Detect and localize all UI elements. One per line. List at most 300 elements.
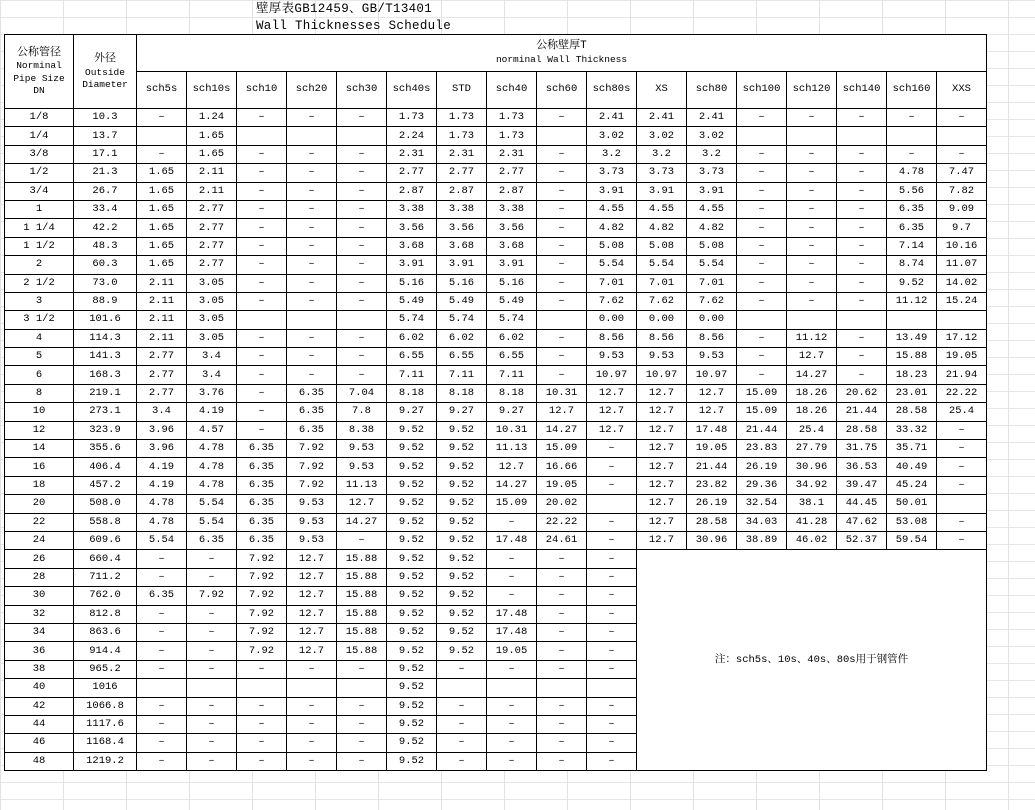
cell-thickness-sch100: 29.36 bbox=[737, 476, 787, 494]
cell-thickness-sch5s: 2.77 bbox=[137, 348, 187, 366]
cell-thickness-xs: 4.82 bbox=[637, 219, 687, 237]
cell-thickness-sch140: – bbox=[837, 329, 887, 347]
cell-outside-diameter: 26.7 bbox=[74, 182, 137, 200]
cell-thickness-sch40s: 9.52 bbox=[387, 421, 437, 439]
cell-thickness-sch40s: 1.73 bbox=[387, 109, 437, 127]
cell-thickness-sch5s: 4.19 bbox=[137, 476, 187, 494]
cell-thickness-sch160: 59.54 bbox=[887, 531, 937, 549]
cell-thickness-sch40s: 2.24 bbox=[387, 127, 437, 145]
cell-thickness-sch5s: – bbox=[137, 642, 187, 660]
cell-thickness-sch120: 18.26 bbox=[787, 403, 837, 421]
cell-thickness-sch5s: 1.65 bbox=[137, 237, 187, 255]
cell-thickness-sch20: – bbox=[287, 715, 337, 733]
cell-thickness-xxs bbox=[937, 495, 987, 513]
table-row bbox=[5, 311, 987, 329]
od-label-cn: 外径 bbox=[94, 52, 116, 65]
cell-thickness-sch60: 10.31 bbox=[537, 384, 587, 402]
cell-thickness-sch80s: – bbox=[587, 642, 637, 660]
cell-thickness-sch80: 5.54 bbox=[687, 256, 737, 274]
cell-thickness-sch40s: 9.52 bbox=[387, 623, 437, 641]
cell-thickness-std: 1.73 bbox=[437, 109, 487, 127]
cell-thickness-sch10s: 3.05 bbox=[187, 329, 237, 347]
cell-thickness-sch30: – bbox=[337, 256, 387, 274]
cell-thickness-std: 3.91 bbox=[437, 256, 487, 274]
cell-thickness-sch30 bbox=[337, 127, 387, 145]
cell-thickness-sch10: – bbox=[237, 403, 287, 421]
dn-label-en-3: DN bbox=[33, 85, 45, 97]
cell-thickness-sch120: 41.28 bbox=[787, 513, 837, 531]
cell-thickness-std: 9.52 bbox=[437, 587, 487, 605]
cell-thickness-sch40: 2.31 bbox=[487, 145, 537, 163]
cell-thickness-sch100: – bbox=[737, 256, 787, 274]
cell-thickness-sch60: 15.09 bbox=[537, 440, 587, 458]
cell-thickness-sch80s: – bbox=[587, 476, 637, 494]
table-row bbox=[5, 200, 987, 218]
cell-thickness-sch10: – bbox=[237, 109, 287, 127]
cell-thickness-sch5s: 3.4 bbox=[137, 403, 187, 421]
cell-thickness-std: 2.31 bbox=[437, 145, 487, 163]
cell-thickness-sch80s: 0.00 bbox=[587, 311, 637, 329]
schedule-header-row bbox=[5, 72, 987, 109]
cell-thickness-sch40s: 9.52 bbox=[387, 715, 437, 733]
cell-thickness-xs: 3.91 bbox=[637, 182, 687, 200]
table-body bbox=[5, 109, 987, 771]
column-header-nominal-wall-thickness-group bbox=[137, 35, 987, 72]
cell-thickness-sch140: – bbox=[837, 274, 887, 292]
table-row bbox=[5, 384, 987, 402]
table-row bbox=[5, 256, 987, 274]
cell-thickness-sch20: – bbox=[287, 292, 337, 310]
cell-thickness-sch160: 7.14 bbox=[887, 237, 937, 255]
cell-thickness-sch60 bbox=[537, 679, 587, 697]
cell-thickness-sch120: 12.7 bbox=[787, 348, 837, 366]
cell-thickness-sch160: 45.24 bbox=[887, 476, 937, 494]
cell-thickness-sch80: 17.48 bbox=[687, 421, 737, 439]
cell-thickness-sch20 bbox=[287, 127, 337, 145]
cell-thickness-sch20: – bbox=[287, 256, 337, 274]
cell-thickness-sch100 bbox=[737, 127, 787, 145]
cell-thickness-sch80: 30.96 bbox=[687, 531, 737, 549]
cell-nominal-pipe-size: 1 bbox=[5, 200, 74, 218]
cell-thickness-std: – bbox=[437, 660, 487, 678]
cell-thickness-xxs: 9.7 bbox=[937, 219, 987, 237]
cell-thickness-sch160: 40.49 bbox=[887, 458, 937, 476]
cell-thickness-xxs: – bbox=[937, 421, 987, 439]
cell-thickness-std: – bbox=[437, 715, 487, 733]
cell-thickness-sch40s: 3.68 bbox=[387, 237, 437, 255]
cell-thickness-sch40: 17.48 bbox=[487, 623, 537, 641]
cell-thickness-sch30: 15.88 bbox=[337, 568, 387, 586]
cell-thickness-std: 6.02 bbox=[437, 329, 487, 347]
table-row bbox=[5, 495, 987, 513]
cell-nominal-pipe-size: 18 bbox=[5, 476, 74, 494]
cell-thickness-sch80: 7.62 bbox=[687, 292, 737, 310]
cell-thickness-sch160: 18.23 bbox=[887, 366, 937, 384]
dn-label-en-1: Norminal bbox=[16, 60, 62, 72]
cell-outside-diameter: 168.3 bbox=[74, 366, 137, 384]
cell-thickness-sch40: – bbox=[487, 752, 537, 770]
table-row bbox=[5, 182, 987, 200]
table-row bbox=[5, 127, 987, 145]
cell-thickness-sch80: 21.44 bbox=[687, 458, 737, 476]
cell-outside-diameter: 1219.2 bbox=[74, 752, 137, 770]
cell-thickness-std: 9.52 bbox=[437, 568, 487, 586]
cell-thickness-sch120: 46.02 bbox=[787, 531, 837, 549]
cell-thickness-sch40s: 9.52 bbox=[387, 495, 437, 513]
cell-thickness-xs: 0.00 bbox=[637, 311, 687, 329]
column-header-sch10: sch10 bbox=[237, 72, 287, 109]
cell-nominal-pipe-size: 38 bbox=[5, 660, 74, 678]
cell-thickness-sch5s: 2.11 bbox=[137, 329, 187, 347]
cell-thickness-xxs: 19.05 bbox=[937, 348, 987, 366]
cell-thickness-sch5s: 3.96 bbox=[137, 421, 187, 439]
cell-thickness-sch20: – bbox=[287, 200, 337, 218]
cell-thickness-sch60: 16.66 bbox=[537, 458, 587, 476]
cell-thickness-sch140 bbox=[837, 311, 887, 329]
cell-thickness-sch10s: 4.19 bbox=[187, 403, 237, 421]
cell-thickness-sch40s: 9.52 bbox=[387, 531, 437, 549]
cell-outside-diameter: 10.3 bbox=[74, 109, 137, 127]
cell-thickness-sch140: 28.58 bbox=[837, 421, 887, 439]
cell-thickness-sch40: – bbox=[487, 587, 537, 605]
footnote-cell bbox=[637, 550, 987, 771]
cell-thickness-sch120 bbox=[787, 311, 837, 329]
cell-thickness-sch40s: 9.52 bbox=[387, 697, 437, 715]
cell-thickness-sch80: 3.02 bbox=[687, 127, 737, 145]
cell-thickness-sch160: 53.08 bbox=[887, 513, 937, 531]
cell-thickness-std: 6.55 bbox=[437, 348, 487, 366]
cell-thickness-sch30: – bbox=[337, 164, 387, 182]
cell-thickness-xxs: – bbox=[937, 440, 987, 458]
table-row bbox=[5, 531, 987, 549]
cell-thickness-sch100: 21.44 bbox=[737, 421, 787, 439]
cell-thickness-sch5s: – bbox=[137, 734, 187, 752]
cell-thickness-sch5s: 2.77 bbox=[137, 384, 187, 402]
cell-thickness-sch10: – bbox=[237, 292, 287, 310]
cell-thickness-xs: 7.01 bbox=[637, 274, 687, 292]
cell-thickness-sch60: 12.7 bbox=[537, 403, 587, 421]
cell-thickness-xxs: 7.82 bbox=[937, 182, 987, 200]
cell-thickness-sch10: 6.35 bbox=[237, 495, 287, 513]
cell-thickness-sch80: 0.00 bbox=[687, 311, 737, 329]
cell-thickness-sch30: – bbox=[337, 145, 387, 163]
cell-nominal-pipe-size: 3/4 bbox=[5, 182, 74, 200]
cell-thickness-sch5s: – bbox=[137, 752, 187, 770]
cell-thickness-sch10s: 1.65 bbox=[187, 145, 237, 163]
cell-nominal-pipe-size: 34 bbox=[5, 623, 74, 641]
cell-thickness-sch5s: 2.11 bbox=[137, 274, 187, 292]
cell-thickness-sch40s: 3.91 bbox=[387, 256, 437, 274]
cell-thickness-sch140: – bbox=[837, 200, 887, 218]
cell-thickness-sch10s: – bbox=[187, 605, 237, 623]
cell-thickness-sch10s: 6.35 bbox=[187, 531, 237, 549]
cell-thickness-sch5s: – bbox=[137, 109, 187, 127]
cell-thickness-sch10s: – bbox=[187, 642, 237, 660]
cell-thickness-sch140 bbox=[837, 127, 887, 145]
cell-thickness-sch20: 12.7 bbox=[287, 623, 337, 641]
cell-thickness-sch20: – bbox=[287, 348, 337, 366]
cell-thickness-sch60 bbox=[537, 311, 587, 329]
cell-thickness-sch80s: – bbox=[587, 440, 637, 458]
cell-thickness-xs: 12.7 bbox=[637, 458, 687, 476]
cell-thickness-sch30: 15.88 bbox=[337, 587, 387, 605]
cell-thickness-sch40: 3.68 bbox=[487, 237, 537, 255]
cell-thickness-sch30: – bbox=[337, 348, 387, 366]
cell-thickness-sch100: 23.83 bbox=[737, 440, 787, 458]
cell-thickness-sch5s: 1.65 bbox=[137, 256, 187, 274]
dn-label-en-2: Pipe Size bbox=[13, 72, 65, 84]
cell-thickness-sch120: – bbox=[787, 182, 837, 200]
cell-outside-diameter: 48.3 bbox=[74, 237, 137, 255]
column-header-xxs: XXS bbox=[937, 72, 987, 109]
cell-thickness-sch30: 9.53 bbox=[337, 440, 387, 458]
cell-thickness-sch40: 11.13 bbox=[487, 440, 537, 458]
cell-thickness-sch60: – bbox=[537, 237, 587, 255]
cell-thickness-sch20: 12.7 bbox=[287, 568, 337, 586]
cell-thickness-sch40: 14.27 bbox=[487, 476, 537, 494]
cell-thickness-sch10: – bbox=[237, 237, 287, 255]
cell-outside-diameter: 323.9 bbox=[74, 421, 137, 439]
cell-thickness-std: 3.68 bbox=[437, 237, 487, 255]
cell-nominal-pipe-size: 32 bbox=[5, 605, 74, 623]
cell-thickness-sch10: – bbox=[237, 660, 287, 678]
cell-thickness-sch10s: 3.4 bbox=[187, 366, 237, 384]
cell-thickness-xs: 12.7 bbox=[637, 495, 687, 513]
cell-thickness-sch80s: 9.53 bbox=[587, 348, 637, 366]
cell-thickness-sch10s: 2.11 bbox=[187, 164, 237, 182]
cell-thickness-sch10s: 2.77 bbox=[187, 237, 237, 255]
cell-nominal-pipe-size: 12 bbox=[5, 421, 74, 439]
cell-thickness-sch100: – bbox=[737, 164, 787, 182]
cell-nominal-pipe-size: 1/2 bbox=[5, 164, 74, 182]
cell-thickness-sch40: – bbox=[487, 513, 537, 531]
cell-thickness-sch10: 6.35 bbox=[237, 476, 287, 494]
cell-thickness-std: 9.52 bbox=[437, 440, 487, 458]
cell-thickness-sch40s: 6.55 bbox=[387, 348, 437, 366]
cell-thickness-xxs: – bbox=[937, 513, 987, 531]
cell-thickness-xxs: – bbox=[937, 109, 987, 127]
cell-thickness-sch5s: – bbox=[137, 605, 187, 623]
od-label-en-1: Outside bbox=[85, 66, 125, 78]
cell-outside-diameter: 406.4 bbox=[74, 458, 137, 476]
cell-thickness-sch20: 12.7 bbox=[287, 642, 337, 660]
cell-thickness-sch80: 2.41 bbox=[687, 109, 737, 127]
cell-thickness-sch10: – bbox=[237, 752, 287, 770]
cell-thickness-sch40s: 2.77 bbox=[387, 164, 437, 182]
table-row bbox=[5, 164, 987, 182]
cell-thickness-sch140: 44.45 bbox=[837, 495, 887, 513]
cell-outside-diameter: 17.1 bbox=[74, 145, 137, 163]
cell-thickness-sch40s: 8.18 bbox=[387, 384, 437, 402]
cell-thickness-sch10s bbox=[187, 679, 237, 697]
cell-thickness-sch20 bbox=[287, 311, 337, 329]
cell-thickness-sch160: 15.88 bbox=[887, 348, 937, 366]
cell-thickness-sch5s: – bbox=[137, 550, 187, 568]
cell-thickness-std: 5.16 bbox=[437, 274, 487, 292]
cell-thickness-sch160: 6.35 bbox=[887, 219, 937, 237]
cell-outside-diameter: 914.4 bbox=[74, 642, 137, 660]
cell-thickness-sch100: – bbox=[737, 292, 787, 310]
cell-thickness-std: 9.52 bbox=[437, 458, 487, 476]
cell-thickness-sch40s: 9.52 bbox=[387, 550, 437, 568]
cell-thickness-sch140: 39.47 bbox=[837, 476, 887, 494]
cell-outside-diameter: 13.7 bbox=[74, 127, 137, 145]
cell-thickness-sch30: – bbox=[337, 237, 387, 255]
cell-thickness-sch80s: 5.08 bbox=[587, 237, 637, 255]
cell-thickness-sch40: 9.27 bbox=[487, 403, 537, 421]
cell-thickness-sch30: – bbox=[337, 182, 387, 200]
cell-thickness-sch80: 7.01 bbox=[687, 274, 737, 292]
cell-nominal-pipe-size: 6 bbox=[5, 366, 74, 384]
cell-thickness-sch160: 9.52 bbox=[887, 274, 937, 292]
cell-thickness-sch120: – bbox=[787, 109, 837, 127]
cell-thickness-sch80s: – bbox=[587, 697, 637, 715]
cell-thickness-sch40s: 9.52 bbox=[387, 587, 437, 605]
cell-thickness-sch20: – bbox=[287, 697, 337, 715]
cell-thickness-sch60: – bbox=[537, 219, 587, 237]
cell-thickness-sch120: – bbox=[787, 219, 837, 237]
cell-thickness-sch10: – bbox=[237, 715, 287, 733]
cell-outside-diameter: 1066.8 bbox=[74, 697, 137, 715]
cell-thickness-sch10s: – bbox=[187, 568, 237, 586]
cell-thickness-sch100: – bbox=[737, 219, 787, 237]
cell-thickness-sch30: – bbox=[337, 531, 387, 549]
cell-nominal-pipe-size: 26 bbox=[5, 550, 74, 568]
cell-thickness-sch40s: 9.52 bbox=[387, 476, 437, 494]
cell-thickness-sch80s: 3.02 bbox=[587, 127, 637, 145]
cell-thickness-sch30: – bbox=[337, 366, 387, 384]
cell-thickness-sch30: 14.27 bbox=[337, 513, 387, 531]
cell-outside-diameter: 762.0 bbox=[74, 587, 137, 605]
cell-thickness-sch80: 12.7 bbox=[687, 403, 737, 421]
cell-thickness-sch80: 26.19 bbox=[687, 495, 737, 513]
cell-thickness-sch100: – bbox=[737, 109, 787, 127]
cell-thickness-sch120: 27.79 bbox=[787, 440, 837, 458]
cell-nominal-pipe-size: 40 bbox=[5, 679, 74, 697]
cell-nominal-pipe-size: 42 bbox=[5, 697, 74, 715]
cell-nominal-pipe-size: 48 bbox=[5, 752, 74, 770]
cell-thickness-xs: 3.02 bbox=[637, 127, 687, 145]
cell-thickness-sch80: 12.7 bbox=[687, 384, 737, 402]
cell-thickness-sch20: 12.7 bbox=[287, 550, 337, 568]
cell-outside-diameter: 141.3 bbox=[74, 348, 137, 366]
cell-thickness-sch60: – bbox=[537, 734, 587, 752]
cell-thickness-sch10s: 2.77 bbox=[187, 219, 237, 237]
table-row bbox=[5, 274, 987, 292]
cell-thickness-sch80s: 3.73 bbox=[587, 164, 637, 182]
column-header-sch160: sch160 bbox=[887, 72, 937, 109]
table-row bbox=[5, 109, 987, 127]
cell-nominal-pipe-size: 4 bbox=[5, 329, 74, 347]
cell-thickness-xs: 5.08 bbox=[637, 237, 687, 255]
cell-thickness-sch80s: 7.01 bbox=[587, 274, 637, 292]
cell-thickness-sch30: 15.88 bbox=[337, 623, 387, 641]
cell-thickness-sch140: – bbox=[837, 366, 887, 384]
cell-thickness-sch10s: – bbox=[187, 734, 237, 752]
cell-thickness-sch30: 11.13 bbox=[337, 476, 387, 494]
cell-thickness-xxs: 22.22 bbox=[937, 384, 987, 402]
cell-outside-diameter: 1016 bbox=[74, 679, 137, 697]
cell-thickness-sch20: – bbox=[287, 366, 337, 384]
cell-thickness-sch10s: 4.78 bbox=[187, 458, 237, 476]
cell-thickness-sch80s: – bbox=[587, 660, 637, 678]
cell-thickness-sch60: – bbox=[537, 366, 587, 384]
cell-thickness-sch40 bbox=[487, 679, 537, 697]
cell-thickness-std: 9.52 bbox=[437, 605, 487, 623]
cell-thickness-sch5s: 1.65 bbox=[137, 182, 187, 200]
cell-nominal-pipe-size: 14 bbox=[5, 440, 74, 458]
cell-thickness-sch120: 14.27 bbox=[787, 366, 837, 384]
cell-outside-diameter: 33.4 bbox=[74, 200, 137, 218]
cell-thickness-sch10: 7.92 bbox=[237, 623, 287, 641]
cell-thickness-sch120: – bbox=[787, 292, 837, 310]
cell-thickness-sch120: – bbox=[787, 256, 837, 274]
cell-thickness-sch40: 17.48 bbox=[487, 531, 537, 549]
cell-thickness-sch80: 4.55 bbox=[687, 200, 737, 218]
cell-thickness-sch40: 5.49 bbox=[487, 292, 537, 310]
cell-thickness-sch10: 6.35 bbox=[237, 440, 287, 458]
cell-thickness-sch60: – bbox=[537, 697, 587, 715]
table-row bbox=[5, 440, 987, 458]
cell-thickness-sch160: 35.71 bbox=[887, 440, 937, 458]
cell-thickness-sch100: – bbox=[737, 237, 787, 255]
cell-thickness-sch30: 15.88 bbox=[337, 642, 387, 660]
cell-thickness-sch5s: 1.65 bbox=[137, 164, 187, 182]
cell-nominal-pipe-size: 3 bbox=[5, 292, 74, 310]
cell-nominal-pipe-size: 10 bbox=[5, 403, 74, 421]
cell-thickness-sch140: – bbox=[837, 256, 887, 274]
cell-thickness-sch10: – bbox=[237, 348, 287, 366]
cell-thickness-sch60: 22.22 bbox=[537, 513, 587, 531]
cell-thickness-sch30: – bbox=[337, 109, 387, 127]
cell-thickness-sch100: – bbox=[737, 182, 787, 200]
cell-thickness-sch80: 8.56 bbox=[687, 329, 737, 347]
cell-thickness-sch20: 6.35 bbox=[287, 384, 337, 402]
cell-thickness-sch20: 9.53 bbox=[287, 495, 337, 513]
cell-thickness-sch100: – bbox=[737, 145, 787, 163]
cell-thickness-sch140: 36.53 bbox=[837, 458, 887, 476]
cell-thickness-std: 3.38 bbox=[437, 200, 487, 218]
cell-thickness-sch100: – bbox=[737, 200, 787, 218]
column-header-xs: XS bbox=[637, 72, 687, 109]
cell-thickness-sch40s: 9.52 bbox=[387, 642, 437, 660]
cell-thickness-sch10s: 1.24 bbox=[187, 109, 237, 127]
cell-thickness-sch40s: 3.56 bbox=[387, 219, 437, 237]
cell-thickness-sch80: 19.05 bbox=[687, 440, 737, 458]
table-row bbox=[5, 403, 987, 421]
cell-thickness-sch40: 15.09 bbox=[487, 495, 537, 513]
cell-thickness-xxs: – bbox=[937, 458, 987, 476]
cell-thickness-xxs: – bbox=[937, 531, 987, 549]
cell-thickness-sch10: 7.92 bbox=[237, 587, 287, 605]
cell-thickness-sch10s: 2.77 bbox=[187, 200, 237, 218]
cell-outside-diameter: 42.2 bbox=[74, 219, 137, 237]
cell-outside-diameter: 73.0 bbox=[74, 274, 137, 292]
cell-thickness-sch140: 21.44 bbox=[837, 403, 887, 421]
cell-thickness-xxs: 10.16 bbox=[937, 237, 987, 255]
cell-thickness-sch80: 28.58 bbox=[687, 513, 737, 531]
cell-outside-diameter: 88.9 bbox=[74, 292, 137, 310]
cell-thickness-sch140: 20.62 bbox=[837, 384, 887, 402]
cell-thickness-sch40: – bbox=[487, 568, 537, 586]
cell-thickness-sch40: – bbox=[487, 660, 537, 678]
cell-thickness-sch160: 33.32 bbox=[887, 421, 937, 439]
cell-thickness-sch140: – bbox=[837, 164, 887, 182]
cell-thickness-sch40: 17.48 bbox=[487, 605, 537, 623]
cell-thickness-std: 5.49 bbox=[437, 292, 487, 310]
cell-nominal-pipe-size: 3 1/2 bbox=[5, 311, 74, 329]
cell-outside-diameter: 355.6 bbox=[74, 440, 137, 458]
